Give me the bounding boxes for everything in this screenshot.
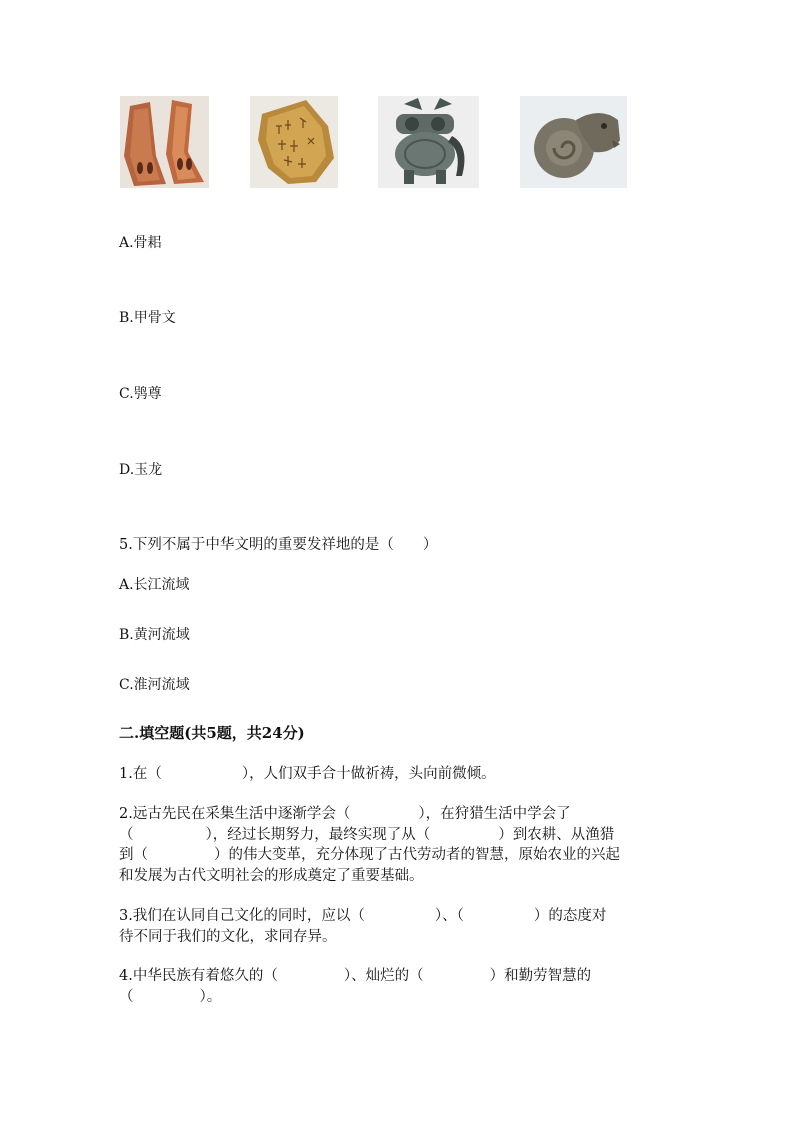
fill-q1-text-a: 1.在（ <box>119 766 162 782</box>
fill-q4-text: 4.中华民族有着悠久的（ <box>119 968 278 984</box>
fill-q4-text: ）。 <box>199 989 222 1005</box>
q4-option-b: B.甲骨文 <box>119 310 176 326</box>
q5-stem: 5.下列不属于中华文明的重要发祥地的是（ ） <box>119 537 438 553</box>
fill-q2-text: ），在狩猎生活中学会了 <box>418 806 571 822</box>
q4-option-a: A.骨耜 <box>119 235 162 251</box>
q5-option-b: B.黄河流域 <box>119 627 190 643</box>
section-title: 二.填空题(共5题，共24分) <box>119 724 305 742</box>
fill-q4-text: （ <box>119 989 134 1005</box>
fill-q3-line1 <box>119 904 606 925</box>
q5-option-c: C.淮河流域 <box>119 677 190 693</box>
fill-q2-text: ）的伟大变革，充分体现了古代劳动者的智慧，原始农业的兴起 <box>214 847 620 863</box>
fill-q2-text: 到（ <box>119 847 148 863</box>
oracle-bone-image <box>250 96 338 188</box>
fill-q2-text: ）到农耕、从渔猎 <box>498 827 615 843</box>
fill-q2-line4: 和发展为古代文明社会的形成奠定了重要基础。 <box>119 868 424 884</box>
q4-option-c: C.鸮尊 <box>119 386 162 402</box>
q4-option-d: D.玉龙 <box>119 462 163 478</box>
fill-q2-text: 2.远古先民在采集生活中逐渐学会（ <box>119 806 351 822</box>
oracle-bone-photo <box>250 96 338 188</box>
fill-q2-line3 <box>119 843 620 864</box>
bone-flute-image <box>120 96 209 188</box>
fill-q1 <box>119 762 496 783</box>
fill-q3-text: ）的态度对 <box>533 908 607 924</box>
fill-q3-text: 3.我们在认同自己文化的同时，应以（ <box>119 908 365 924</box>
fill-q2-text: （ <box>119 827 134 843</box>
fill-q4-text: ）、灿烂的（ <box>343 968 424 984</box>
fill-q2-line1 <box>119 802 571 823</box>
fill-q4-line1 <box>119 964 591 985</box>
bone-flute-photo <box>120 96 209 188</box>
fill-q4-text: ）和勤劳智慧的 <box>489 968 592 984</box>
fill-q1-text-b: ），人们双手合十做祈祷，头向前微倾。 <box>241 766 496 782</box>
fill-q3-line2: 待不同于我们的文化，求同存异。 <box>119 929 337 945</box>
jade-dragon-image <box>520 96 627 188</box>
owl-zun-image <box>378 96 479 188</box>
fill-q2-line2 <box>119 823 614 844</box>
fill-q3-text: ）、（ <box>434 908 464 924</box>
fill-q2-text: ），经过长期努力，最终实现了从（ <box>205 827 431 843</box>
q5-option-a: A.长江流域 <box>119 577 190 593</box>
fill-q4-line2 <box>119 985 221 1006</box>
owl-zun-bronze-photo <box>378 96 479 188</box>
jade-dragon-photo <box>520 96 627 188</box>
